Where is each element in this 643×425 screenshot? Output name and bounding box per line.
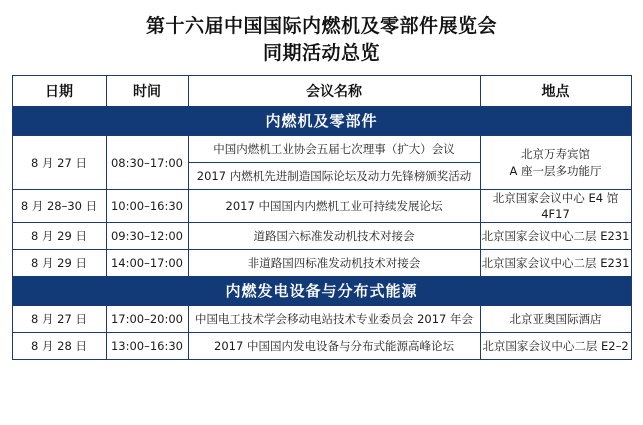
- cell-date: 8 月 29 日: [12, 250, 106, 277]
- column-header-place: 地点: [480, 76, 631, 107]
- section-header-row: [12, 107, 631, 136]
- cell-meeting-name: 中国电工技术学会移动电站技术专业委员会 2017 年会: [188, 306, 480, 333]
- cell-date: 8 月 27 日: [12, 136, 106, 190]
- cell-place: 北京国家会议中心二层 E231: [480, 250, 631, 277]
- cell-date: 8 月 28 日: [12, 333, 106, 360]
- schedule-table: [12, 75, 632, 360]
- cell-meeting-name: 非道路国四标准发动机技术对接会: [188, 250, 480, 277]
- table-row: [12, 190, 631, 223]
- cell-time: 09:30–12:00: [106, 223, 188, 250]
- cell-place: 北京亚奥国际酒店: [480, 306, 631, 333]
- page-title-line-2: 同期活动总览: [262, 42, 380, 64]
- cell-place: 北京国家会议中心二层 E231: [480, 223, 631, 250]
- page-title: [0, 0, 643, 75]
- table-header: [12, 76, 631, 107]
- cell-date: 8 月 27 日: [12, 306, 106, 333]
- cell-place-line-2: A 座一层多功能厅: [509, 163, 602, 178]
- table-row: [12, 136, 631, 163]
- cell-meeting-name: 2017 内燃机先进制造国际论坛及动力先锋榜颁奖活动: [188, 163, 480, 190]
- section-header-row: [12, 277, 631, 306]
- cell-meeting-name: 中国内燃机工业协会五届七次理事（扩大）会议: [188, 136, 480, 163]
- cell-time: 14:00–17:00: [106, 250, 188, 277]
- cell-place: 北京国家会议中心 E4 馆 4F17: [480, 190, 631, 223]
- cell-meeting-name: 道路国六标准发动机技术对接会: [188, 223, 480, 250]
- cell-time: 17:00–20:00: [106, 306, 188, 333]
- table-row: [12, 223, 631, 250]
- column-header-time: 时间: [106, 76, 188, 107]
- cell-time: 13:00–16:30: [106, 333, 188, 360]
- table-row: [12, 306, 631, 333]
- cell-meeting-name: 2017 中国国内内燃机工业可持续发展论坛: [188, 190, 480, 223]
- cell-place-line-1: 北京万寿宾馆: [521, 146, 590, 161]
- section-title-power-generation: 内燃发电设备与分布式能源: [12, 277, 631, 306]
- table-row: [12, 250, 631, 277]
- cell-time: 10:00–16:30: [106, 190, 188, 223]
- table-row: [12, 333, 631, 360]
- cell-meeting-name: 2017 中国国内发电设备与分布式能源高峰论坛: [188, 333, 480, 360]
- page-title-line-1: 第十六届中国国际内燃机及零部件展览会: [145, 15, 497, 37]
- column-header-name: 会议名称: [188, 76, 480, 107]
- cell-date: 8 月 28–30 日: [12, 190, 106, 223]
- cell-place: 北京国家会议中心二层 E2–2: [480, 333, 631, 360]
- cell-time: 08:30–17:00: [106, 136, 188, 190]
- table-header-row: [12, 76, 631, 107]
- cell-place: [480, 136, 631, 190]
- cell-date: 8 月 29 日: [12, 223, 106, 250]
- table-body: [12, 107, 631, 360]
- section-title-engines: 内燃机及零部件: [12, 107, 631, 136]
- column-header-date: 日期: [12, 76, 106, 107]
